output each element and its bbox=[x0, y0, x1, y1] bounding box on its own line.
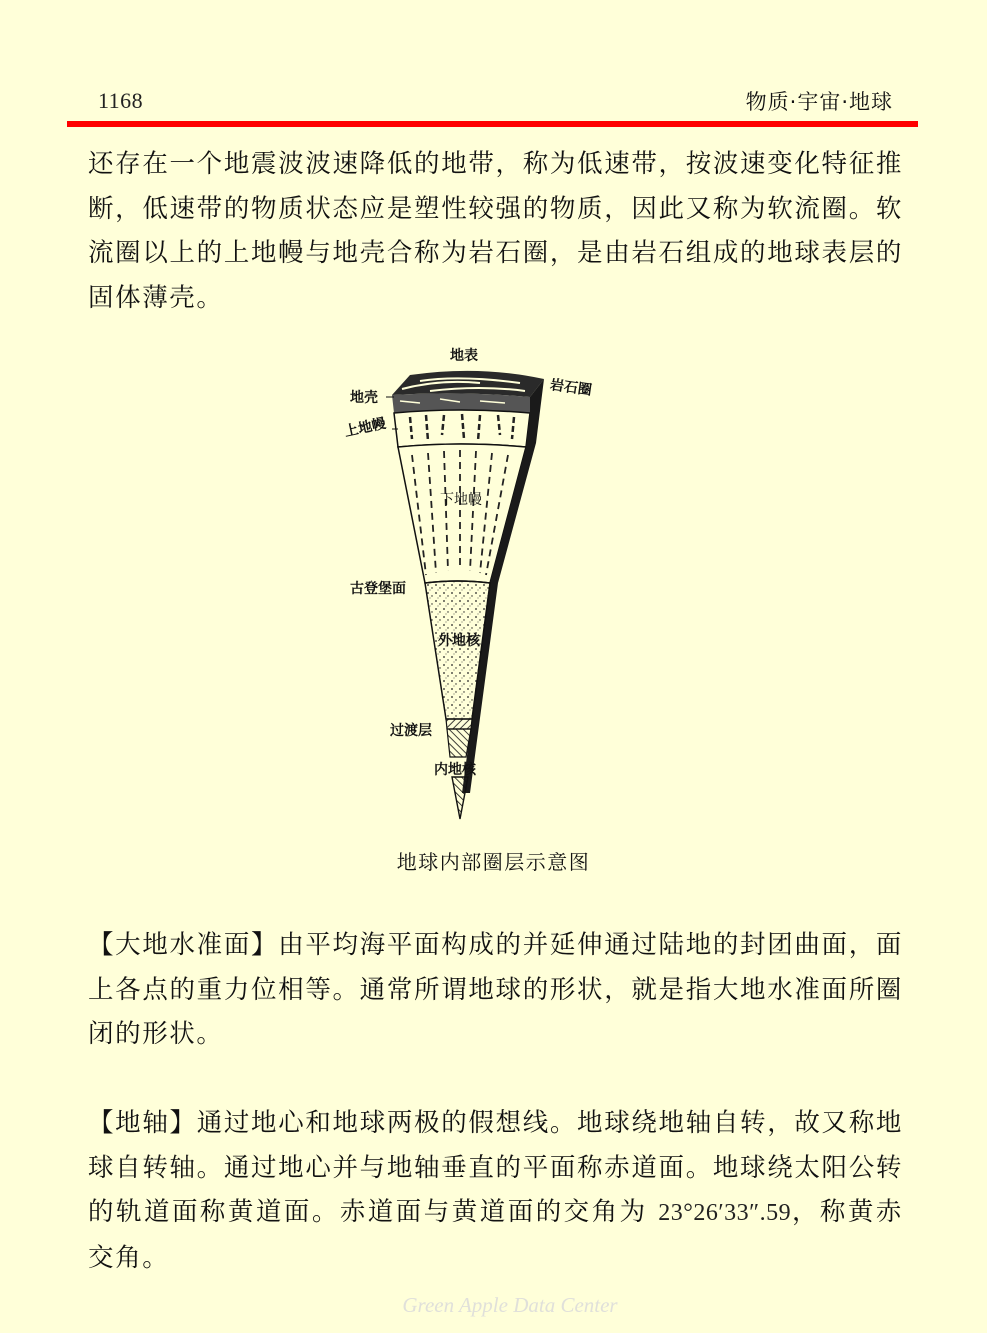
earth-layers-diagram bbox=[330, 335, 630, 825]
figure-caption: 地球内部圈层示意图 bbox=[396, 850, 591, 874]
entry-text: 通过地心和地球两极的假想线。地球绕地轴自转，故又称地球自转轴。通过地心并与地轴垂直的平面称赤道面。地球绕太阳公转的轨道面称黄道面。赤道面与黄道面的交角为 bbox=[88, 1108, 903, 1227]
paragraph-lithosphere: 还存在一个地震波波速降低的地带，称为低速带，按波速变化特征推断，低速带的物质状态应是塑性较强的物质，因此又称为软流圈。软流圈以上的上地幔与地壳合称为岩石圈，是由岩石组成的地球表层的固体薄壳。 bbox=[88, 149, 903, 313]
label-lithosphere: 岩石圈 bbox=[548, 377, 593, 399]
label-transition-layer: 过渡层 bbox=[390, 723, 432, 739]
running-head: 物质·宇宙·地球 bbox=[745, 90, 893, 114]
entry-earth-axis bbox=[88, 1101, 903, 1280]
label-upper-mantle: 上地幔 bbox=[343, 415, 388, 441]
entry-text: 由平均海平面构成的并延伸通过陆地的封团曲面，面上各点的重力位相等。通常所谓地球的形状，就是指大地水准面所圈闭的形状。 bbox=[88, 930, 903, 1049]
watermark: Green Apple Data Center bbox=[402, 1293, 618, 1317]
label-lower-mantle: 下地幔 bbox=[440, 492, 482, 508]
page-number: 1168 bbox=[98, 88, 144, 113]
label-gutenberg-discontinuity: 古登堡面 bbox=[350, 581, 406, 597]
header-rule bbox=[67, 121, 918, 127]
label-surface: 地表 bbox=[450, 348, 478, 364]
label-crust: 地壳 bbox=[350, 390, 378, 406]
label-outer-core: 外地核 bbox=[438, 633, 480, 649]
label-inner-core: 内地核 bbox=[434, 762, 476, 778]
entry-tail: ，称黄赤交角。 bbox=[88, 1197, 903, 1273]
entry-term: 【大地水准面】 bbox=[88, 930, 279, 960]
entry-term: 【地轴】 bbox=[88, 1108, 197, 1138]
entry-geoid bbox=[88, 923, 903, 1057]
obliquity-angle: 23°26′33″.59 bbox=[658, 1200, 792, 1226]
